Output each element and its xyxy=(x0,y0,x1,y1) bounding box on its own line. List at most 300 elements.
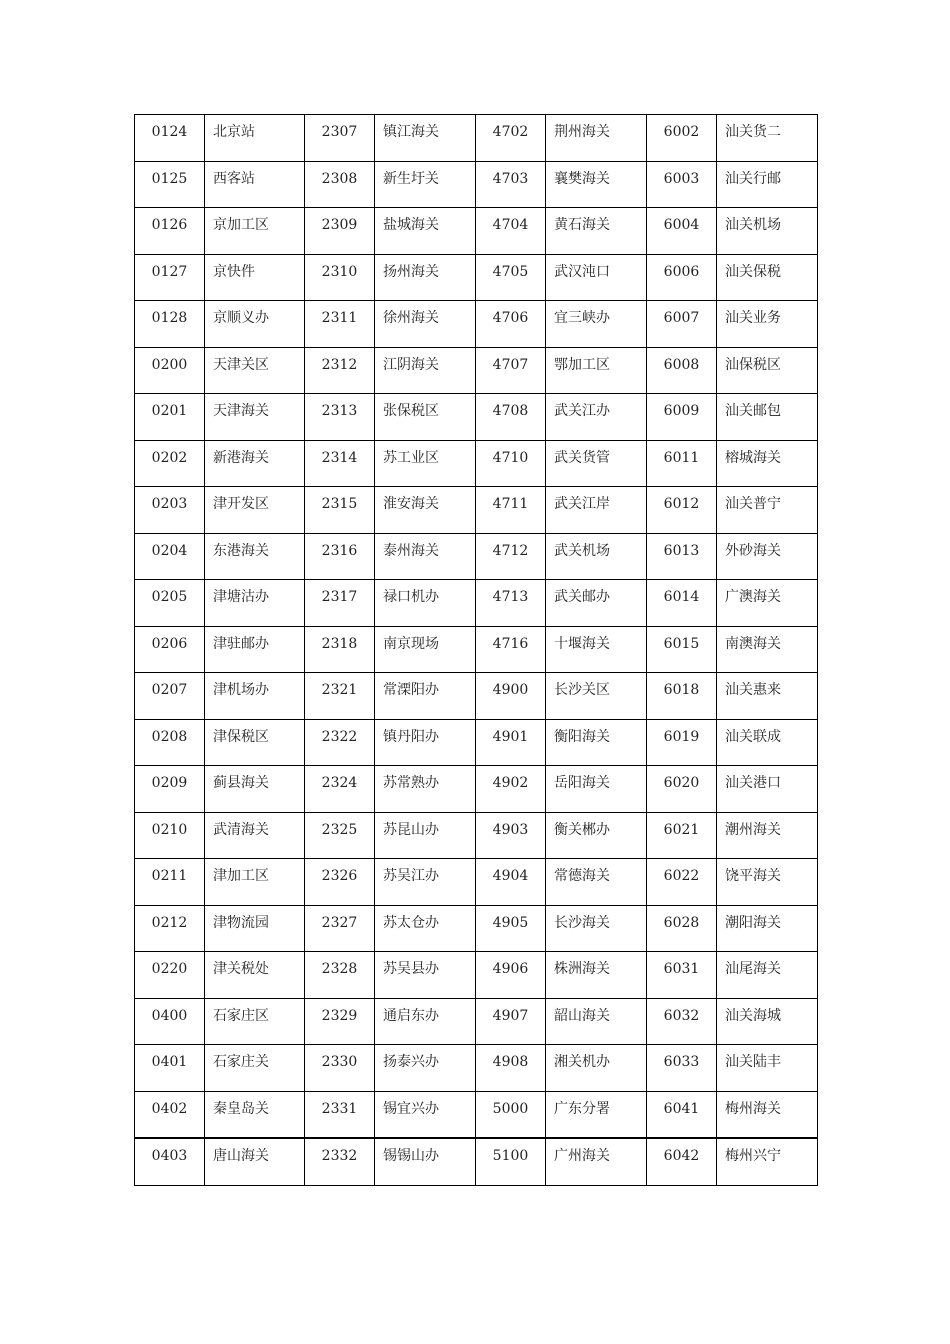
customs-code-cell xyxy=(305,673,375,720)
customs-code: 4908 xyxy=(492,1054,529,1070)
customs-name: 衡关郴办 xyxy=(554,821,610,838)
customs-code: 4707 xyxy=(492,356,529,373)
customs-code: 2315 xyxy=(321,496,358,512)
customs-name: 石家庄关 xyxy=(213,1054,269,1070)
customs-code-cell xyxy=(476,533,546,580)
customs-name: 禄口机办 xyxy=(383,589,439,605)
customs-code: 6009 xyxy=(663,403,700,419)
customs-code: 0401 xyxy=(151,1054,188,1070)
customs-code-cell xyxy=(305,859,375,906)
customs-code-cell xyxy=(647,208,717,255)
customs-name-cell xyxy=(375,1138,476,1185)
customs-code-cell xyxy=(476,115,546,162)
customs-code: 6022 xyxy=(663,868,700,884)
customs-name: 苏昆山办 xyxy=(383,821,439,838)
customs-code: 4901 xyxy=(492,728,529,745)
customs-code: 0205 xyxy=(151,589,188,605)
customs-code-cell xyxy=(647,952,717,999)
customs-code-cell xyxy=(135,533,205,580)
customs-name: 梅州海关 xyxy=(725,1100,781,1117)
customs-code-cell xyxy=(305,626,375,673)
customs-name-cell xyxy=(546,580,647,627)
customs-name: 苏吴江办 xyxy=(383,868,439,884)
customs-code-cell xyxy=(135,626,205,673)
customs-code-cell xyxy=(647,440,717,487)
table-row xyxy=(135,719,818,766)
customs-code-cell xyxy=(476,440,546,487)
customs-code: 4716 xyxy=(492,635,529,652)
customs-code-cell xyxy=(135,766,205,813)
customs-name: 扬州海关 xyxy=(383,263,439,280)
customs-name: 潮州海关 xyxy=(725,821,781,838)
customs-name-cell xyxy=(205,812,305,859)
customs-name: 天津海关 xyxy=(213,403,269,419)
table-row xyxy=(135,1138,818,1185)
customs-code-cell xyxy=(135,1138,205,1185)
customs-name-cell xyxy=(717,301,818,348)
customs-code-cell xyxy=(476,812,546,859)
customs-name: 蓟县海关 xyxy=(213,775,269,791)
customs-name-cell xyxy=(546,998,647,1045)
customs-code: 6014 xyxy=(663,589,700,605)
customs-name-cell xyxy=(375,1045,476,1092)
customs-code-cell xyxy=(135,115,205,162)
customs-code-cell xyxy=(135,580,205,627)
customs-name-cell xyxy=(717,115,818,162)
customs-code-cell xyxy=(305,998,375,1045)
customs-name: 常德海关 xyxy=(554,868,610,884)
customs-code: 4903 xyxy=(492,821,529,838)
customs-code: 0212 xyxy=(151,914,188,931)
customs-code-cell xyxy=(305,115,375,162)
customs-name: 外砂海关 xyxy=(725,542,781,559)
customs-code-cell xyxy=(305,812,375,859)
customs-name: 镇江海关 xyxy=(383,124,439,140)
customs-code: 6032 xyxy=(663,1007,700,1024)
customs-code-cell xyxy=(476,1138,546,1185)
customs-name-cell xyxy=(717,626,818,673)
customs-code-cell xyxy=(305,440,375,487)
customs-name-cell xyxy=(205,905,305,952)
customs-code: 2325 xyxy=(321,821,358,838)
customs-name-cell xyxy=(375,487,476,534)
customs-code-cell xyxy=(135,673,205,720)
customs-name: 汕关陆丰 xyxy=(725,1054,781,1070)
customs-name-cell xyxy=(205,254,305,301)
customs-code-cell xyxy=(647,347,717,394)
customs-code: 2308 xyxy=(321,170,358,187)
customs-code-cell xyxy=(305,347,375,394)
customs-code-cell xyxy=(305,487,375,534)
customs-code: 0125 xyxy=(151,170,188,187)
customs-code-cell xyxy=(647,766,717,813)
customs-code: 2314 xyxy=(321,449,358,466)
customs-name-cell xyxy=(546,626,647,673)
customs-name-cell xyxy=(717,673,818,720)
customs-code: 2330 xyxy=(321,1054,358,1070)
customs-code: 0203 xyxy=(151,496,188,512)
customs-code: 4705 xyxy=(492,263,529,280)
table-row xyxy=(135,115,818,162)
customs-code-cell xyxy=(647,254,717,301)
customs-code-cell xyxy=(305,161,375,208)
customs-name-cell xyxy=(205,952,305,999)
table-row xyxy=(135,580,818,627)
table-row xyxy=(135,1091,818,1138)
customs-code-cell xyxy=(647,487,717,534)
customs-code: 6006 xyxy=(663,263,700,280)
customs-code-cell xyxy=(476,394,546,441)
table-row xyxy=(135,766,818,813)
customs-name: 泰州海关 xyxy=(383,542,439,559)
customs-name-cell xyxy=(375,394,476,441)
customs-name-cell xyxy=(375,533,476,580)
customs-code-cell xyxy=(476,347,546,394)
customs-name-cell xyxy=(717,952,818,999)
customs-code-cell xyxy=(647,394,717,441)
customs-code-table xyxy=(134,114,818,1186)
customs-name-cell xyxy=(375,580,476,627)
customs-name: 徐州海关 xyxy=(383,310,439,326)
customs-code: 2307 xyxy=(321,124,358,140)
customs-code-cell xyxy=(305,766,375,813)
customs-code: 4702 xyxy=(492,124,529,140)
customs-code: 0220 xyxy=(151,961,188,977)
customs-code: 2316 xyxy=(321,542,358,559)
customs-name: 汕关惠来 xyxy=(725,682,781,698)
customs-name-cell xyxy=(717,533,818,580)
customs-name: 汕关港口 xyxy=(725,775,781,791)
customs-code: 6020 xyxy=(663,775,700,791)
customs-code: 2312 xyxy=(321,356,358,373)
customs-name: 江阴海关 xyxy=(383,356,439,373)
customs-name-cell xyxy=(375,1091,476,1138)
customs-name: 新港海关 xyxy=(213,449,269,466)
customs-code: 6021 xyxy=(663,821,700,838)
customs-code: 2322 xyxy=(321,728,358,745)
customs-name-cell xyxy=(205,1091,305,1138)
customs-name-cell xyxy=(205,1045,305,1092)
customs-code: 4708 xyxy=(492,403,529,419)
customs-code: 4704 xyxy=(492,217,529,233)
customs-code: 6041 xyxy=(663,1100,700,1117)
customs-name-cell xyxy=(717,1138,818,1185)
customs-code: 2329 xyxy=(321,1007,358,1024)
customs-code-cell xyxy=(476,487,546,534)
customs-code-cell xyxy=(647,812,717,859)
customs-code: 4907 xyxy=(492,1007,529,1024)
table-row xyxy=(135,626,818,673)
table-row xyxy=(135,394,818,441)
customs-code: 4902 xyxy=(492,775,529,791)
customs-name-cell xyxy=(717,580,818,627)
customs-code: 2317 xyxy=(321,589,358,605)
customs-code-cell xyxy=(305,208,375,255)
customs-code: 5100 xyxy=(492,1148,529,1164)
customs-code-cell xyxy=(647,580,717,627)
customs-name-cell xyxy=(717,440,818,487)
table-body xyxy=(135,115,818,1186)
customs-code-cell xyxy=(135,394,205,441)
customs-name-cell xyxy=(546,673,647,720)
customs-name: 汕尾海关 xyxy=(725,961,781,977)
customs-name-cell xyxy=(546,859,647,906)
customs-code: 4712 xyxy=(492,542,529,559)
customs-name-cell xyxy=(717,208,818,255)
customs-name: 京顺义办 xyxy=(213,310,269,326)
customs-code: 0210 xyxy=(151,821,188,838)
customs-name: 黄石海关 xyxy=(554,217,610,233)
customs-code-cell xyxy=(647,1091,717,1138)
customs-code: 6019 xyxy=(663,728,700,745)
customs-code-cell xyxy=(135,440,205,487)
customs-code-cell xyxy=(647,1138,717,1185)
customs-code: 6007 xyxy=(663,310,700,326)
table-row xyxy=(135,673,818,720)
customs-name-cell xyxy=(205,115,305,162)
customs-name: 锡锡山办 xyxy=(383,1148,439,1164)
customs-name: 盐城海关 xyxy=(383,217,439,233)
customs-code: 0209 xyxy=(151,775,188,791)
table-row xyxy=(135,533,818,580)
customs-code: 4713 xyxy=(492,589,529,605)
customs-code-cell xyxy=(647,673,717,720)
customs-code-cell xyxy=(476,208,546,255)
customs-code-cell xyxy=(476,254,546,301)
table-row xyxy=(135,487,818,534)
customs-code: 0402 xyxy=(151,1100,188,1117)
customs-name-cell xyxy=(205,533,305,580)
customs-name-cell xyxy=(546,254,647,301)
table-row xyxy=(135,812,818,859)
table-row xyxy=(135,208,818,255)
customs-name: 东港海关 xyxy=(213,542,269,559)
customs-name: 广州海关 xyxy=(554,1148,610,1164)
customs-name-cell xyxy=(205,301,305,348)
customs-code-cell xyxy=(647,1045,717,1092)
customs-code-cell xyxy=(135,254,205,301)
customs-name-cell xyxy=(375,952,476,999)
customs-name: 梅州兴宁 xyxy=(725,1148,781,1164)
customs-name: 津物流园 xyxy=(213,914,269,931)
customs-name-cell xyxy=(546,161,647,208)
customs-code: 0208 xyxy=(151,728,188,745)
customs-name-cell xyxy=(205,859,305,906)
customs-code-cell xyxy=(305,394,375,441)
customs-code-cell xyxy=(305,580,375,627)
customs-code-cell xyxy=(135,719,205,766)
customs-name-cell xyxy=(205,719,305,766)
customs-code-cell xyxy=(476,859,546,906)
customs-code: 0201 xyxy=(151,403,188,419)
customs-name-cell xyxy=(717,394,818,441)
customs-code: 2313 xyxy=(321,403,358,419)
table-row xyxy=(135,1045,818,1092)
customs-name: 汕关普宁 xyxy=(725,496,781,512)
customs-name-cell xyxy=(717,905,818,952)
customs-name: 广东分署 xyxy=(554,1100,610,1117)
customs-code: 0211 xyxy=(151,868,188,884)
customs-name: 汕关货二 xyxy=(725,124,781,140)
customs-name: 长沙海关 xyxy=(554,914,610,931)
customs-name-cell xyxy=(717,719,818,766)
customs-code: 0403 xyxy=(151,1148,188,1164)
customs-name: 株洲海关 xyxy=(554,961,610,977)
customs-name: 武清海关 xyxy=(213,821,269,838)
customs-name-cell xyxy=(375,905,476,952)
customs-name-cell xyxy=(546,533,647,580)
customs-code: 4706 xyxy=(492,310,529,326)
customs-name: 常溧阳办 xyxy=(383,682,439,698)
customs-name: 津开发区 xyxy=(213,496,269,512)
customs-code-cell xyxy=(305,1138,375,1185)
customs-name-cell xyxy=(375,208,476,255)
table-row xyxy=(135,998,818,1045)
table-row xyxy=(135,161,818,208)
customs-name: 衡阳海关 xyxy=(554,728,610,745)
customs-code-cell xyxy=(135,161,205,208)
customs-code-cell xyxy=(647,301,717,348)
customs-name-cell xyxy=(205,440,305,487)
customs-name: 淮安海关 xyxy=(383,496,439,512)
customs-code-cell xyxy=(476,1091,546,1138)
customs-code: 0202 xyxy=(151,449,188,466)
customs-name-cell xyxy=(546,487,647,534)
customs-name-cell xyxy=(205,673,305,720)
customs-code: 4906 xyxy=(492,961,529,977)
customs-code: 0124 xyxy=(151,124,188,140)
customs-code: 6004 xyxy=(663,217,700,233)
customs-code-cell xyxy=(305,905,375,952)
customs-name: 津驻邮办 xyxy=(213,635,269,652)
customs-code: 2332 xyxy=(321,1148,358,1164)
customs-name-cell xyxy=(717,487,818,534)
customs-code: 2328 xyxy=(321,961,358,977)
customs-name: 武关邮办 xyxy=(554,589,610,605)
customs-code-cell xyxy=(305,301,375,348)
customs-name: 汕保税区 xyxy=(725,356,781,373)
customs-name-cell xyxy=(205,208,305,255)
customs-name: 武关机场 xyxy=(554,542,610,559)
customs-code: 6003 xyxy=(663,170,700,187)
table-row xyxy=(135,905,818,952)
customs-code: 2318 xyxy=(321,635,358,652)
customs-name-cell xyxy=(546,1045,647,1092)
customs-name: 武关货管 xyxy=(554,449,610,466)
customs-name-cell xyxy=(205,487,305,534)
customs-name: 津关税处 xyxy=(213,961,269,977)
customs-name-cell xyxy=(205,766,305,813)
customs-code: 6012 xyxy=(663,496,700,512)
customs-code: 4711 xyxy=(492,496,529,512)
customs-name: 苏常熟办 xyxy=(383,775,439,791)
customs-code: 5000 xyxy=(492,1100,529,1117)
customs-code-cell xyxy=(135,1091,205,1138)
customs-name: 南澳海关 xyxy=(725,635,781,652)
customs-code: 0127 xyxy=(151,263,188,280)
customs-name: 扬泰兴办 xyxy=(383,1054,439,1070)
customs-name: 汕关海城 xyxy=(725,1007,781,1024)
customs-name-cell xyxy=(546,208,647,255)
customs-name-cell xyxy=(546,301,647,348)
customs-name-cell xyxy=(717,1045,818,1092)
customs-code-cell xyxy=(476,673,546,720)
customs-code-cell xyxy=(476,905,546,952)
customs-code: 6013 xyxy=(663,542,700,559)
customs-name-cell xyxy=(546,1091,647,1138)
customs-name-cell xyxy=(375,161,476,208)
customs-code: 6002 xyxy=(663,124,700,140)
customs-name: 鄂加工区 xyxy=(554,356,610,373)
customs-code-cell xyxy=(135,301,205,348)
customs-name: 广澳海关 xyxy=(725,589,781,605)
customs-code: 0400 xyxy=(151,1007,188,1024)
customs-name: 西客站 xyxy=(213,170,255,187)
table-row xyxy=(135,347,818,394)
customs-name-cell xyxy=(546,347,647,394)
customs-name: 汕关保税 xyxy=(725,263,781,280)
customs-name-cell xyxy=(205,998,305,1045)
customs-code-cell xyxy=(305,1045,375,1092)
customs-name-cell xyxy=(205,1138,305,1185)
customs-name: 汕关机场 xyxy=(725,217,781,233)
customs-name-cell xyxy=(375,254,476,301)
customs-code-cell xyxy=(305,719,375,766)
customs-name-cell xyxy=(375,115,476,162)
customs-code: 6033 xyxy=(663,1054,700,1070)
customs-name: 石家庄区 xyxy=(213,1007,269,1024)
customs-name: 镇丹阳办 xyxy=(383,728,439,745)
customs-code-cell xyxy=(476,301,546,348)
customs-name: 锡宜兴办 xyxy=(383,1100,439,1117)
customs-name-cell xyxy=(546,115,647,162)
customs-code-cell xyxy=(476,952,546,999)
customs-name: 汕关联成 xyxy=(725,728,781,745)
customs-name-cell xyxy=(717,1091,818,1138)
customs-name-cell xyxy=(717,812,818,859)
customs-code-cell xyxy=(305,254,375,301)
customs-code-cell xyxy=(647,998,717,1045)
customs-name-cell xyxy=(205,347,305,394)
customs-code: 4905 xyxy=(492,914,529,931)
customs-code: 6008 xyxy=(663,356,700,373)
customs-code: 6042 xyxy=(663,1148,700,1164)
customs-name: 长沙关区 xyxy=(554,682,610,698)
customs-code-cell xyxy=(305,533,375,580)
customs-code: 6015 xyxy=(663,635,700,652)
customs-name: 京加工区 xyxy=(213,217,269,233)
customs-name-cell xyxy=(546,812,647,859)
customs-name: 宜三峡办 xyxy=(554,310,610,326)
customs-name-cell xyxy=(205,626,305,673)
customs-code-cell xyxy=(476,580,546,627)
customs-name-cell xyxy=(205,394,305,441)
customs-name: 苏吴县办 xyxy=(383,961,439,977)
customs-code-cell xyxy=(135,905,205,952)
customs-code: 2321 xyxy=(321,682,358,698)
customs-code-cell xyxy=(135,208,205,255)
customs-code: 0207 xyxy=(151,682,188,698)
customs-code: 0126 xyxy=(151,217,188,233)
customs-code: 6011 xyxy=(663,449,700,466)
customs-code: 2311 xyxy=(321,310,358,326)
customs-name-cell xyxy=(717,998,818,1045)
customs-name: 榕城海关 xyxy=(725,449,781,466)
customs-name-cell xyxy=(375,998,476,1045)
customs-name-cell xyxy=(375,812,476,859)
customs-name: 津保税区 xyxy=(213,728,269,745)
customs-name-cell xyxy=(375,440,476,487)
